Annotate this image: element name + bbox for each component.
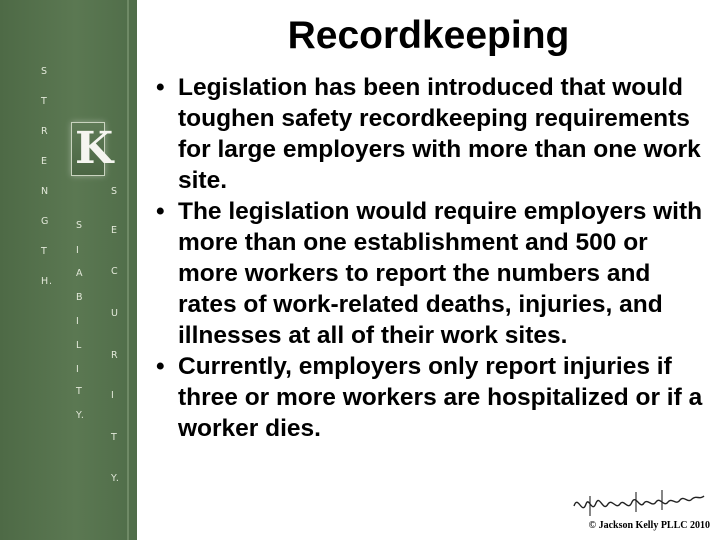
bullet-icon: • <box>156 74 165 101</box>
bullet-item <box>156 72 705 196</box>
logo-letter: K <box>75 123 114 174</box>
sidebar-letter: A <box>76 268 84 279</box>
bullet-item <box>156 196 705 351</box>
sidebar-letter: R <box>111 350 119 361</box>
sidebar-letter: T <box>76 386 83 397</box>
sidebar <box>0 0 137 540</box>
signature-logo-icon <box>570 486 710 522</box>
sidebar-letter: B <box>76 292 84 303</box>
bullet-text: The legislation would require employers with more than one establishment and 500 or more workers to report the numbers and rates of work-related deaths, injuries, and illnesses at all of their work sites. <box>178 198 703 349</box>
bullet-item <box>156 351 705 444</box>
sidebar-letter: T <box>41 96 48 107</box>
sidebar-letter: E <box>41 156 49 167</box>
sidebar-letter: I <box>76 316 80 327</box>
sidebar-letter: I <box>76 245 80 256</box>
sidebar-letter: T <box>41 246 48 257</box>
sidebar-letter: I <box>111 390 115 401</box>
slide-title: Recordkeeping <box>287 14 570 57</box>
sidebar-letter: S <box>111 186 119 197</box>
sidebar-letter: E <box>111 225 119 236</box>
sidebar-letter: R <box>41 126 49 137</box>
bullet-icon: • <box>156 353 165 380</box>
sidebar-letter: C <box>111 266 119 277</box>
sidebar-letter: Y. <box>76 410 85 421</box>
sidebar-letter: I <box>76 364 80 375</box>
copyright-notice: © Jackson Kelly PLLC 2010 <box>588 520 710 531</box>
bullet-text: Currently, employers only report injuries if three or more workers are hospitalized or if a worker dies. <box>178 353 703 442</box>
jk-logo <box>71 122 114 176</box>
sidebar-letter: U <box>111 308 119 319</box>
sidebar-letter: H. <box>41 276 53 287</box>
sidebar-letter: S <box>76 220 84 231</box>
bullet-icon: • <box>156 198 165 225</box>
sidebar-letter: T <box>111 432 118 443</box>
sidebar-letter: S <box>41 66 49 77</box>
sidebar-letter: L <box>76 340 83 351</box>
bullet-list <box>156 72 705 444</box>
sidebar-stripe <box>127 0 129 540</box>
bullet-text: Legislation has been introduced that would toughen safety recordkeeping requirements for large employers with more than one work site. <box>178 74 701 194</box>
sidebar-letter: Y. <box>111 473 120 484</box>
sidebar-letter: N <box>41 186 50 197</box>
sidebar-letter: G <box>41 216 50 227</box>
